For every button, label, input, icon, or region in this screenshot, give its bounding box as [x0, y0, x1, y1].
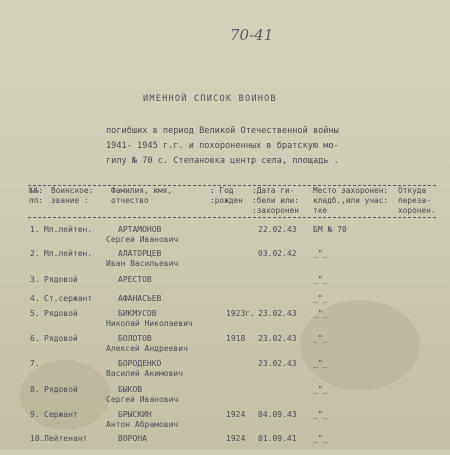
table-row [0, 306, 450, 330]
row-rank: Ст.сержант [44, 294, 93, 303]
row-death-date: 04.09.43 [258, 410, 297, 419]
header-from [398, 186, 436, 216]
table-row [0, 222, 450, 246]
row-surname: БОЛОТОВ [118, 334, 152, 343]
table-row [0, 246, 450, 270]
row-number: 7. [30, 359, 40, 368]
row-surname: АЛАТОРЦЕВ [118, 249, 162, 258]
row-surname: АРТАМОНОВ [118, 225, 162, 234]
document-title: ИМЕННОЙ СПИСОК ВОИНОВ [143, 94, 277, 104]
header-num [29, 186, 43, 206]
header-burial-line: тке [313, 206, 328, 215]
row-number: 5. [30, 309, 40, 318]
row-burial: _"_ [313, 334, 328, 343]
row-number: 3. [30, 275, 40, 284]
row-rank: Мл.лейтен. [44, 249, 93, 258]
header-died-line: :Дата ги- [252, 186, 295, 195]
row-rank: Сержант [44, 410, 78, 419]
row-death-date: 03.02.42 [258, 249, 297, 258]
row-given-name: Василий Акимович [106, 369, 184, 378]
row-surname: АРЕСТОВ [118, 275, 152, 284]
row-given-name: Антон Абрамович [106, 420, 179, 429]
row-death-date: 23.02.43 [258, 359, 297, 368]
row-burial: _"_ [313, 434, 328, 443]
header-name-line: Фамилия, имя, [111, 186, 173, 195]
row-given-name: Николай Николаевич [106, 319, 193, 328]
row-burial: _"_ [313, 410, 328, 419]
row-number: 2. [30, 249, 40, 258]
row-birth-year: 1923г. [226, 309, 255, 318]
header-rank-line: звание : [51, 196, 89, 205]
row-burial: _"_ [313, 385, 328, 394]
row-given-name: Алексей Андреевич [106, 344, 188, 353]
row-burial: _"_ [313, 294, 328, 303]
row-rank: Лейтенант [44, 434, 88, 443]
row-rank: Рядовой [44, 334, 78, 343]
row-number: 6. [30, 334, 40, 343]
row-death-date: 01.09.41 [258, 434, 297, 443]
document-subtitle [106, 124, 339, 169]
table-row [0, 407, 450, 431]
table-row [0, 331, 450, 355]
table-row [0, 382, 450, 406]
header-num-line: №№: [29, 186, 44, 195]
row-death-date: 22.02.43 [258, 225, 297, 234]
row-surname: АФАНАСЬЕВ [118, 294, 162, 303]
header-born-line: :рожден [210, 196, 243, 205]
row-birth-year: 1918 [226, 334, 246, 343]
row-number: 1. [30, 225, 40, 234]
handwritten-number: 70-41 [230, 26, 274, 44]
header-died-line: :захоронен [252, 206, 299, 215]
header-born [210, 186, 243, 206]
header-born-line: : Год [210, 186, 234, 195]
row-burial: БМ № 70 [313, 225, 347, 234]
row-birth-year: 1924 [226, 410, 246, 419]
row-rank: Рядовой [44, 385, 78, 394]
row-burial: _"_ [313, 359, 328, 368]
header-from-line: Откуда [398, 186, 427, 195]
row-rank: Мл.лейтен. [44, 225, 93, 234]
row-surname: ВОРОНА [118, 434, 147, 443]
header-from-line: хоронен. [398, 206, 436, 215]
header-rank-line: Воинское: [51, 186, 94, 195]
row-given-name: Сергей Иванович [106, 235, 179, 244]
row-surname: БИКМУСОВ [118, 309, 157, 318]
row-number: 8. [30, 385, 40, 394]
table-row [0, 356, 450, 380]
row-birth-year: 1924 [226, 434, 246, 443]
header-died [252, 186, 299, 216]
row-surname: БОРОДЕНКО [118, 359, 162, 368]
row-given-name: Сергей Иванович [106, 395, 179, 404]
row-surname: БРЫСКИН [118, 410, 152, 419]
header-died-line: :бели или: [252, 196, 299, 205]
row-number: 9. [30, 410, 40, 419]
subtitle-line: 1941- 1945 г.г. и похороненных в братскую мо- [106, 141, 339, 151]
row-number: 4. [30, 294, 40, 303]
subtitle-line: гилу № 70 с. Степановка центр села, площадь . [106, 156, 339, 166]
subtitle-line: погибших в период Великой Отечественной войны [106, 126, 339, 136]
row-surname: БЫКОВ [118, 385, 143, 394]
header-burial [313, 186, 388, 216]
header-rank [51, 186, 93, 206]
row-burial: _"_ [313, 249, 328, 258]
header-from-line: переза- [398, 196, 431, 205]
row-number: 10. [30, 434, 45, 443]
header-name-line: отчество [111, 196, 149, 205]
row-rank: Рядовой [44, 309, 78, 318]
row-death-date: 23.02.43 [258, 309, 297, 318]
table-row [0, 431, 450, 455]
header-num-line: пп: [29, 196, 44, 205]
row-death-date: 23.02.43 [258, 334, 297, 343]
header-burial-line: кладб.,или учас: [313, 196, 389, 205]
header-burial-line: Место захоронен: [313, 186, 389, 195]
row-burial: _"_ [313, 309, 328, 318]
row-given-name: Иван Васильевич [106, 259, 179, 268]
header-bottom-rule [28, 217, 436, 218]
header-name [111, 186, 172, 206]
row-burial: _"_ [313, 275, 328, 284]
row-rank: Рядовой [44, 275, 78, 284]
